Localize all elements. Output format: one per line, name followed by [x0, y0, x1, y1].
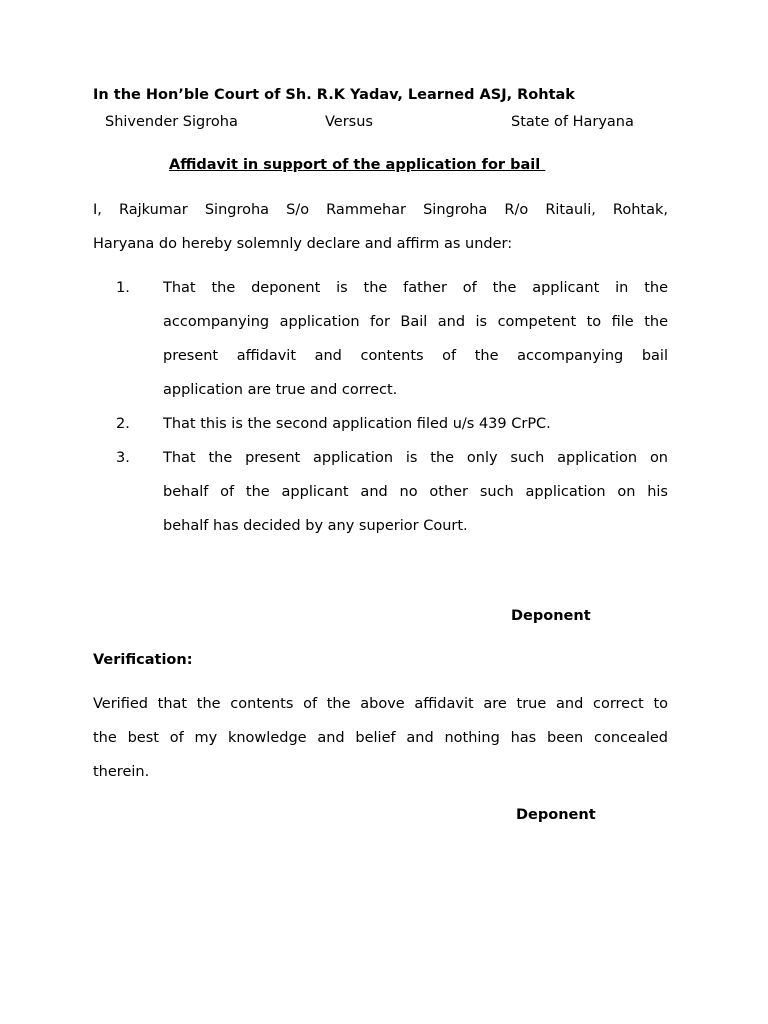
verification-line-3: therein.	[93, 764, 150, 780]
item-1-line-2: accompanying application for Bail and is competent to file the	[163, 314, 668, 330]
versus-label: Versus	[325, 114, 373, 130]
item-1-line-3: present affidavit and contents of the accompanying bail	[163, 348, 668, 364]
item-1-line-1: That the deponent is the father of the applicant in the	[163, 280, 668, 296]
petitioner-name: Shivender Sigroha	[105, 114, 238, 130]
item-1-line-4: application are true and correct.	[163, 382, 398, 398]
item-2-number: 2.	[116, 416, 130, 432]
intro-line-1: I, Rajkumar Singroha S/o Rammehar Singroha R/o Ritauli, Rohtak,	[93, 202, 668, 218]
deponent-signature-label: Deponent	[511, 608, 591, 624]
item-3-line-3: behalf has decided by any superior Court.	[163, 518, 468, 534]
verification-heading: Verification:	[93, 652, 193, 668]
item-3-number: 3.	[116, 450, 130, 466]
affidavit-title: Affidavit in support of the application for bail	[169, 157, 546, 173]
item-3-line-1: That the present application is the only such application on	[163, 450, 668, 466]
item-1-number: 1.	[116, 280, 130, 296]
respondent-name: State of Haryana	[511, 114, 634, 130]
verification-line-2: the best of my knowledge and belief and nothing has been concealed	[93, 730, 668, 746]
deponent-verification-label: Deponent	[516, 807, 596, 823]
verification-line-1: Verified that the contents of the above affidavit are true and correct to	[93, 696, 668, 712]
intro-line-2: Haryana do hereby solemnly declare and affirm as under:	[93, 236, 513, 252]
item-2-line-1: That this is the second application filed u/s 439 CrPC.	[163, 416, 551, 432]
court-heading: In the Hon’ble Court of Sh. R.K Yadav, Learned ASJ, Rohtak	[93, 87, 575, 103]
item-3-line-2: behalf of the applicant and no other such application on his	[163, 484, 668, 500]
